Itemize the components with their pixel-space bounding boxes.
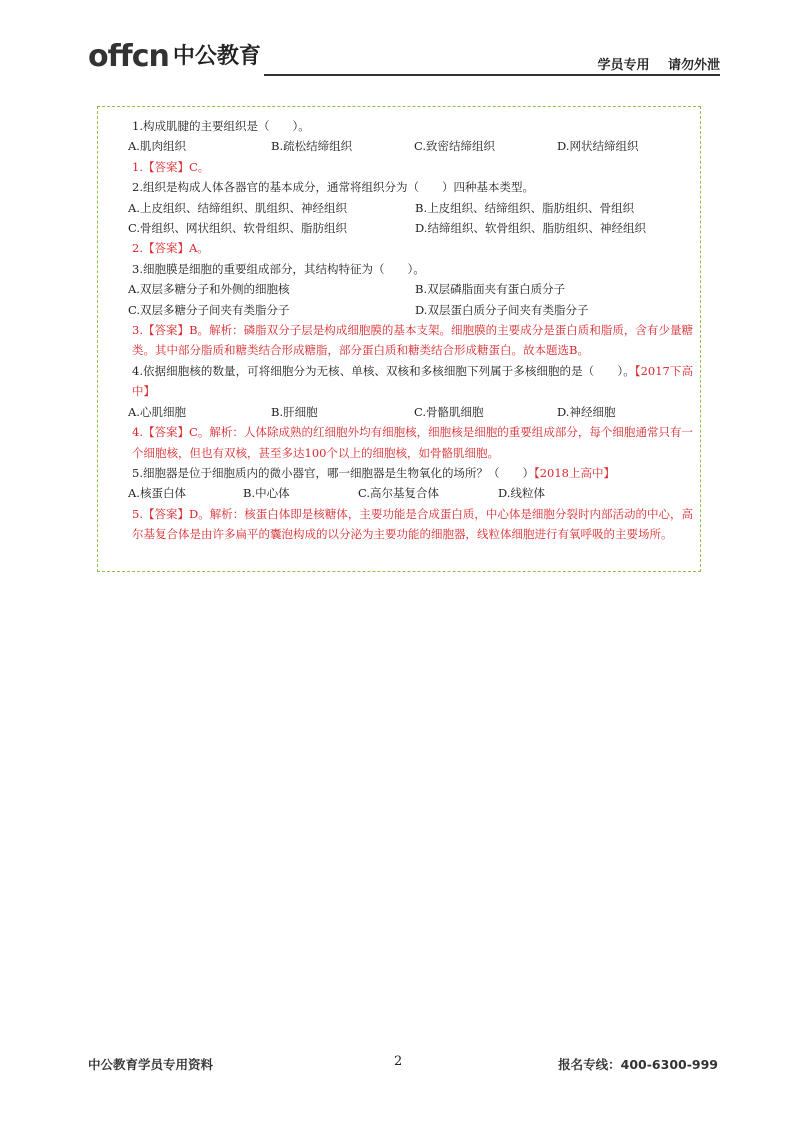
stem-text: 5.细胞器是位于细胞质内的微小器官，哪一细胞器是生物氧化的场所？（ ） bbox=[132, 465, 534, 480]
offcn-logo bbox=[88, 39, 261, 74]
question-stem: 2.组织是构成人体各器官的基本成分，通常将组织分为（ ）四种基本类型。 bbox=[132, 180, 534, 195]
option: C.高尔基复合体 bbox=[358, 486, 440, 501]
option: C.致密结缔组织 bbox=[414, 139, 496, 154]
option: B.中心体 bbox=[243, 486, 290, 501]
option: D.线粒体 bbox=[498, 486, 545, 501]
page-header bbox=[88, 40, 720, 80]
options-row bbox=[128, 218, 693, 238]
logo-chinese: 中公教育 bbox=[172, 44, 261, 69]
page-number: 2 bbox=[394, 1054, 403, 1069]
stem-text: 4.依据细胞核的数量，可将细胞分为无核、单核、双核和多核细胞下列属于多核细胞的是（ ）。 bbox=[132, 363, 635, 378]
answer-explanation: 3.【答案】B。解析：磷脂双分子层是构成细胞膜的基本支架。细胞膜的主要成分是蛋白质和脂质，含有少量糖类。其中部分脂质和糖类结合形成糖脂，部分蛋白质和糖类结合形成糖蛋白。故本题选B。 bbox=[132, 323, 693, 358]
tag-confidential: 请勿外泄 bbox=[667, 58, 720, 73]
footer-label: 中公教育学员专用资料 bbox=[88, 1057, 214, 1072]
answer: 2.【答案】A。 bbox=[132, 241, 209, 256]
header-tags bbox=[583, 54, 720, 73]
footer-hotline: 报名专线：400-6300-999 bbox=[558, 1057, 718, 1072]
option: A.双层多糖分子和外侧的细胞核 bbox=[128, 282, 290, 297]
exam-tag: 【2017下高中】 bbox=[132, 363, 693, 399]
option: D.神经细胞 bbox=[557, 404, 616, 419]
option: A.上皮组织、结缔组织、肌组织、神经组织 bbox=[128, 200, 347, 215]
answer-explanation: 4.【答案】C。解析：人体除成熟的红细胞外均有细胞核，细胞核是细胞的重要组成部分，每个细胞通常只有一个细胞核，但也有双核，甚至多达100个以上的细胞核，如骨骼肌细胞。 bbox=[132, 425, 693, 460]
options-row bbox=[128, 483, 693, 503]
option: A.核蛋白体 bbox=[128, 486, 186, 501]
options-row bbox=[128, 402, 693, 422]
option: A.肌肉组织 bbox=[128, 139, 186, 154]
question-stem bbox=[128, 361, 693, 402]
option: D.结缔组织、软骨组织、脂肪组织、神经组织 bbox=[415, 221, 646, 236]
options-row bbox=[128, 279, 693, 299]
exam-tag: 【2018上高中】 bbox=[533, 465, 615, 480]
options-row bbox=[128, 136, 693, 156]
option: B.肝细胞 bbox=[271, 404, 318, 419]
option: D.双层蛋白质分子间夹有类脂分子 bbox=[415, 302, 589, 317]
option: D.网状结缔组织 bbox=[557, 139, 639, 154]
option: B.上皮组织、结缔组织、脂肪组织、骨组织 bbox=[415, 200, 635, 215]
answer-explanation: 5.【答案】D。解析：核蛋白体即是核糖体，主要功能是合成蛋白质，中心体是细胞分裂时内部活动的中心，高尔基复合体是由许多扁平的囊泡构成的以分泌为主要功能的细胞器，线粒体细胞进行有氧呼吸的主要场所。 bbox=[132, 506, 693, 542]
option: C.骨组织、网状组织、软骨组织、脂肪组织 bbox=[128, 221, 348, 236]
question-list bbox=[128, 116, 693, 545]
question-stem: 3.细胞膜是细胞的重要组成部分，其结构特征为（ ）。 bbox=[132, 261, 425, 276]
option: B.双层磷脂面夹有蛋白质分子 bbox=[415, 282, 566, 297]
options-row bbox=[128, 198, 693, 218]
header-rule bbox=[264, 74, 720, 76]
option: C.骨骼肌细胞 bbox=[414, 404, 484, 419]
question-stem: 1.构成肌腱的主要组织是（ ）。 bbox=[132, 119, 310, 133]
options-row bbox=[128, 300, 693, 320]
option: A.心肌细胞 bbox=[128, 404, 186, 419]
tag-student-only: 学员专用 bbox=[597, 58, 650, 73]
option: C.双层多糖分子间夹有类脂分子 bbox=[128, 302, 290, 317]
question-stem bbox=[128, 463, 693, 483]
logo-wordmark: offcn bbox=[88, 39, 169, 74]
option: B.疏松结缔组织 bbox=[271, 139, 353, 154]
answer: 1.【答案】C。 bbox=[132, 159, 210, 174]
